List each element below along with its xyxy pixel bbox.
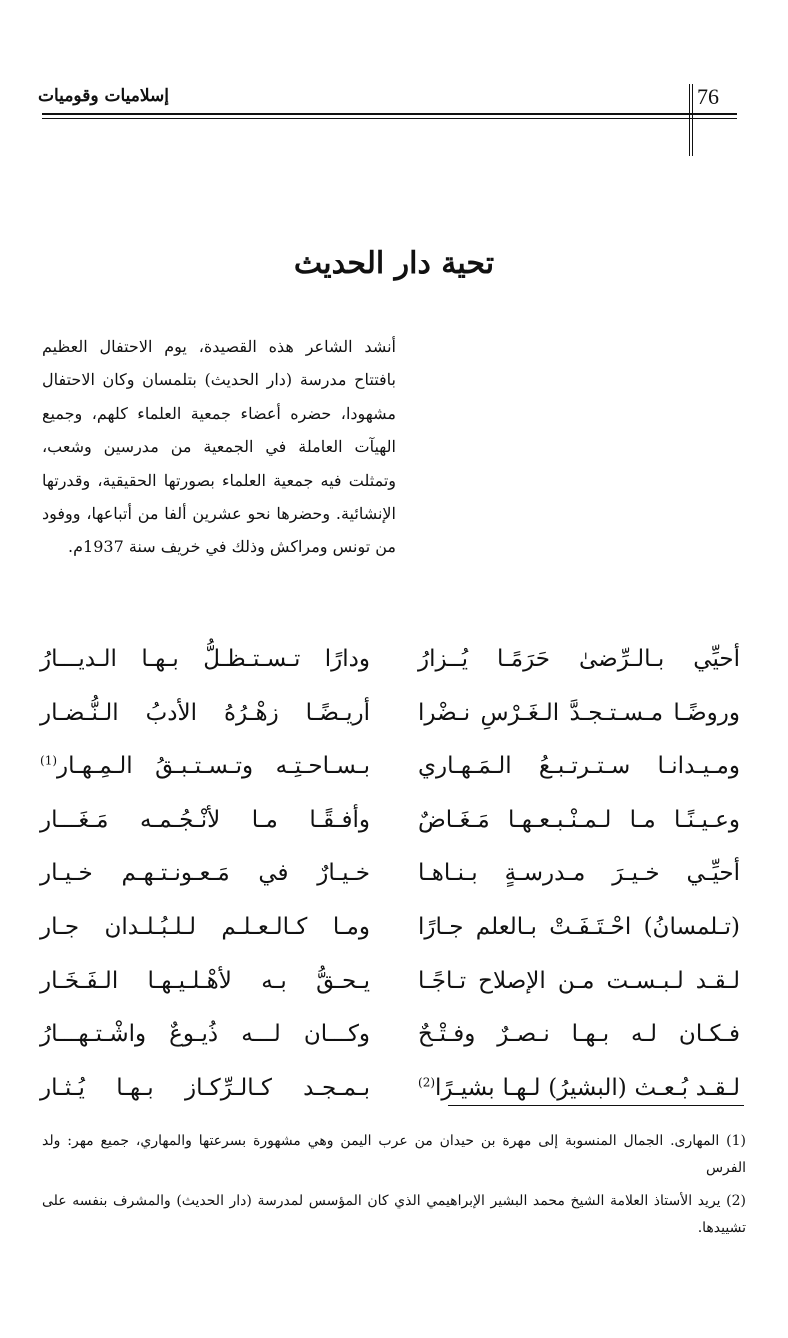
verse-line [40,1065,740,1119]
first-hemistich: لـقـد لـبـسـت مـن الإصلاح تـاجًـا [418,967,740,994]
verse-line [40,797,740,851]
verse-line [40,636,740,690]
first-hemistich [418,1065,740,1111]
hemistich-text: لـقـد بُـعـث (البشيرُ) لـهـا بشيـرًا [435,1074,740,1101]
first-hemistich: وروضًـا مـسـتـجـدَّ الـغَـرْسِ نـضْرا [418,699,740,726]
second-hemistich [40,1011,370,1057]
second-hemistich [40,690,370,736]
hemistich-text: خـيـارٌ في مَـعـونـتـهـم خـيـار [40,860,370,887]
hemistich-text: يـحـقُّ بـه لأهْـلـيـهـا الـفَـخَـار [40,967,370,994]
first-hemistich: فـكـان لـه بـهـا نـصـرٌ وفـتْـحٌ [418,1021,740,1048]
running-title-text: إسلاميات وقوميات [38,86,169,106]
hemistich-text: بـسـاحـتِـه وتـسـتـبـقُ الـمِـهـار [57,753,370,780]
hemistich-text: ودارًا تـسـتـظـلُّ بـهـا الـديـــارُ [40,646,370,672]
header-rule-thin [42,118,737,119]
verse-line [40,958,740,1012]
second-hemistich [40,958,370,1004]
verse-line [40,1011,740,1065]
hemistich-text: وأفـقًـا مـا لأنْـجُـمـه مَـغَـــار [40,806,370,833]
first-hemistich: أحيِّي بـالـرِّضىٰ حَرَمًـا يُــزارُ [418,646,740,672]
second-hemistich [40,850,370,896]
second-hemistich [40,904,370,950]
first-hemistich: ومـيـدانـا سـتـرتـبـعُ الـمَـهـاري [418,753,740,780]
verse-line [40,850,740,904]
footnote-separator [448,1105,744,1106]
second-hemistich [40,636,370,682]
poem-verses [40,636,740,1118]
running-title [38,86,398,106]
header-rule [42,113,737,115]
hemistich-text: بـمـجـد كـالـرِّكـاز بـهـا يُـثـار [40,1074,370,1101]
verse-line [40,904,740,958]
second-hemistich [40,743,370,789]
poem-title: تحية دار الحديث [293,246,495,281]
second-hemistich [40,1065,370,1111]
first-hemistich: أحيِّـي خـيـرَ مـدرسـةٍ بـنـاهـا [418,860,740,887]
first-hemistich: (تـلمسانُ) احْـتَـفَـتْ بـالعلم جـارًا [418,913,740,940]
intro-paragraph: أنشد الشاعر هذه القصيدة، يوم الاحتفال العظيم بافتتاح مدرسة (دار الحديث) بتلمسان وكان الاحتفال مشهودا، حضره أعضاء جمعية العلماء كلهم، وجميع الهيآت العاملة في الجمعية من مدرسين وشعب، وتمثلت فيه جمعية العلماء بصورتها الحقيقية، وقدرتها الإنشائية. وحضرها نحو عشرين ألفا من أتباعها، ووفود من تونس ومراكش وذلك في خريف سنة 1937م. [42,337,396,557]
footnote-item: (2) يريد الأستاذ العلامة الشيخ محمد البشير الإبراهيمي الذي كان المؤسس لمدرسة (دار الحديث) والمشرف بنفسه على تشييدها. [42,1193,746,1236]
verse-line [40,690,740,744]
footnote-reference: (2) [418,1075,436,1090]
page-number-divider [689,84,690,156]
footnotes [42,1128,746,1248]
hemistich-text: أريـضًـا زهْـرُهُ الأدبُ الـنُّـضـار [40,699,370,726]
hemistich-text: وكـــان لـــه ذُيـوعٌ واشْـتـهـــارُ [40,1021,370,1048]
hemistich-text: ومـا كـالـعـلـم لـلـبُـلـدان جـار [40,913,370,940]
second-hemistich [40,797,370,843]
page-number-divider-inner [692,84,693,156]
first-hemistich: وعـيـنًـا مـا لـمـنْـبـعـهـا مَـغَـاضٌ [418,806,740,833]
verse-line [40,743,740,797]
page-number: 76 [697,84,719,109]
footnote-reference: (1) [40,753,58,768]
footnote-item: (1) المهارى. الجمال المنسوبة إلى مهرة بن حيدان من عرب اليمن وهي مشهورة بسرعتها والمهاري، جميع مهر: ولد الفرس [42,1133,746,1176]
